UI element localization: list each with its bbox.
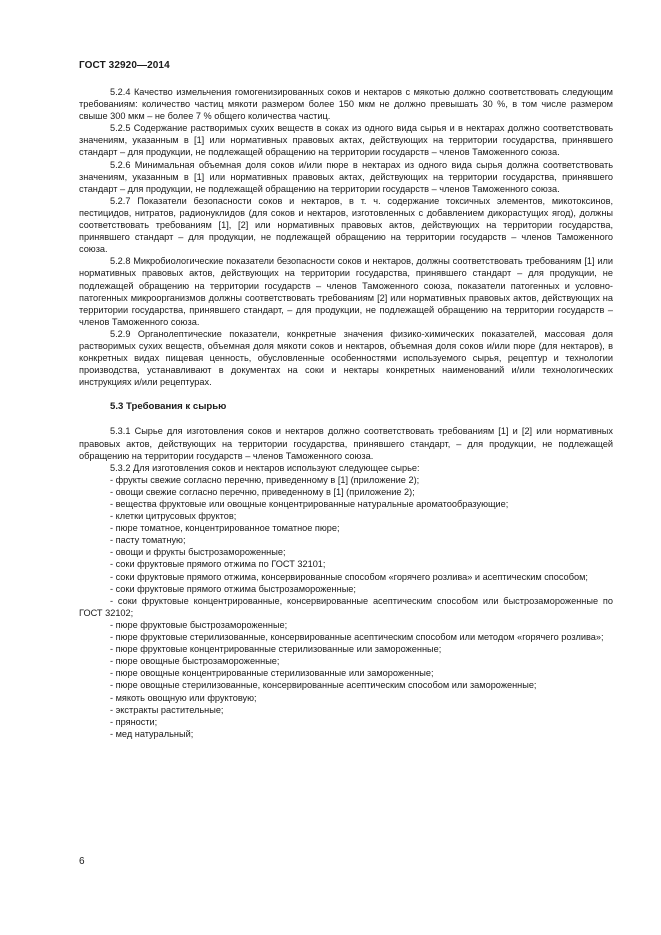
document-body bbox=[79, 86, 613, 740]
list-item: - мякоть овощную или фруктовую; bbox=[110, 692, 257, 703]
paragraph-5-3-1: 5.3.1 Сырье для изготовления соков и нектаров должно соответствовать требованиям [1] и [2] или нормативных правовых актов, действующих на территории государства, принявшего стандарт, – для продукции, не подлежащей обращению на территории государств – членов Таможенного союза. bbox=[79, 426, 613, 461]
paragraph-5-2-6: 5.2.6 Минимальная объемная доля соков и/или пюре в нектарах из одного вида сырья должна соответствовать значениям, указанным в [1] или нормативных правовых актах, действующих на территории государства, принявшего стандарт – для продукции, не подлежащей обращению на территории государств – членов Таможенного союза. bbox=[79, 159, 613, 194]
page-number: 6 bbox=[79, 856, 85, 867]
list-item: - пряности; bbox=[110, 716, 158, 727]
list-item: - пюре овощные концентрированные стерилизованные или замороженные; bbox=[110, 668, 434, 679]
list-item: - фрукты свежие согласно перечню, приведенному в [1] (приложение 2); bbox=[110, 474, 420, 485]
list-item: - овощи свежие согласно перечню, приведенному в [1] (приложение 2); bbox=[110, 486, 415, 497]
paragraph-5-2-4: 5.2.4 Качество измельчения гомогенизированных соков и нектаров с мякотью должно соответствовать следующим требованиям: количество частиц мякоти размером более 150 мкм не должно превышать 30 %, в том числе размером свыше 300 мкм – не более 7 % общего количества частиц. bbox=[79, 87, 613, 122]
list-item: - вещества фруктовые или овощные концентрированные натуральные ароматообразующие; bbox=[110, 499, 509, 509]
paragraph-5-2-8: 5.2.8 Микробиологические показатели безопасности соков и нектаров, должны соответствовать требованиям [1] или нормативных правовых актов, действующих на территории государства, принявшего стандарт – для продукции, не подлежащей обращению на территории государств – членов Таможенного союза, показатели патогенных и условно-патогенных микроорганизмов должны соответствовать требованиям [2] или нормативных правовых актов, действующих на территории государства, принявшего стандарт, – для продукции, не подлежащей обращению на территории государств – членов Таможенного союза. bbox=[79, 256, 613, 327]
paragraph-5-2-5: 5.2.5 Содержание растворимых сухих веществ в соках из одного вида сырья и в нектарах должно соответствовать значениям, указанным в [1] или нормативных правовых актах, действующих на территории государства, принявшего стандарт – для продукции, не подлежащей обращению на территории государств – членов Таможенного союза. bbox=[79, 123, 613, 158]
list-item: - пасту томатную; bbox=[110, 535, 186, 546]
list-item: - мед натуральный; bbox=[110, 728, 194, 739]
list-item: - пюре фруктовые быстрозамороженные; bbox=[110, 619, 288, 630]
list-item: - экстракты растительные; bbox=[110, 704, 224, 715]
list-item: - овощи и фрукты быстрозамороженные; bbox=[110, 547, 286, 558]
section-heading: 5.3 Требования к сырью bbox=[110, 401, 227, 413]
list-item: - соки фруктовые прямого отжима по ГОСТ 32101; bbox=[110, 559, 326, 570]
paragraph-5-2-9: 5.2.9 Органолептические показатели, конкретные значения физико-химических показателей, массовая доля растворимых сухих веществ, объемная доля мякоти соков и нектаров, объемная доля соков и/или пюре (для нектаров), в конкретных видах пищевая ценность, обусловленные особенностями используемого сырья, рецептур и технологии производства, устанавливают в документах на соки и нектары конкретных наименований и/или технологических инструкциях и/или рецептурах. bbox=[79, 328, 613, 388]
list-item: - пюре томатное, концентрированное томатное пюре; bbox=[110, 523, 340, 534]
paragraph-5-3-2: 5.3.2 Для изготовления соков и нектаров используют следующее сырье: bbox=[110, 462, 420, 473]
list-item: - клетки цитрусовых фруктов; bbox=[110, 511, 237, 522]
list-item: - пюре овощные стерилизованные, консервированные асептическим способом или замороженные; bbox=[110, 680, 537, 691]
list-item: - пюре фруктовые концентрированные стерилизованные или замороженные; bbox=[110, 644, 442, 655]
paragraph-5-2-7: 5.2.7 Показатели безопасности соков и нектаров, в т. ч. содержание токсичных элементов, микотоксинов, пестицидов, нитратов, радионуклидов (для соков и нектаров, изготовленных с добавлением дикорастущих ягод), должны соответствовать требованиям [1], [2] или нормативных правовых актов, действующих на территории государства, принявшего стандарт – для продукции, не подлежащей обращению на территории государств – членов Таможенного союза. bbox=[79, 195, 613, 255]
list-item: - пюре фруктовые стерилизованные, консервированные асептическим способом или методом «горячего розлива»; bbox=[110, 632, 604, 643]
list-item: - соки фруктовые концентрированные, консервированные асептическим способом или быстрозамороженные по ГОСТ 32102; bbox=[79, 595, 613, 618]
list-item: - пюре овощные быстрозамороженные; bbox=[110, 656, 280, 667]
list-item: - соки фруктовые прямого отжима, консервированные способом «горячего розлива» и асептическим способом; bbox=[110, 571, 588, 582]
list-item: - соки фруктовые прямого отжима быстрозамороженные; bbox=[110, 583, 356, 594]
document-header: ГОСТ 32920—2014 bbox=[79, 60, 170, 71]
